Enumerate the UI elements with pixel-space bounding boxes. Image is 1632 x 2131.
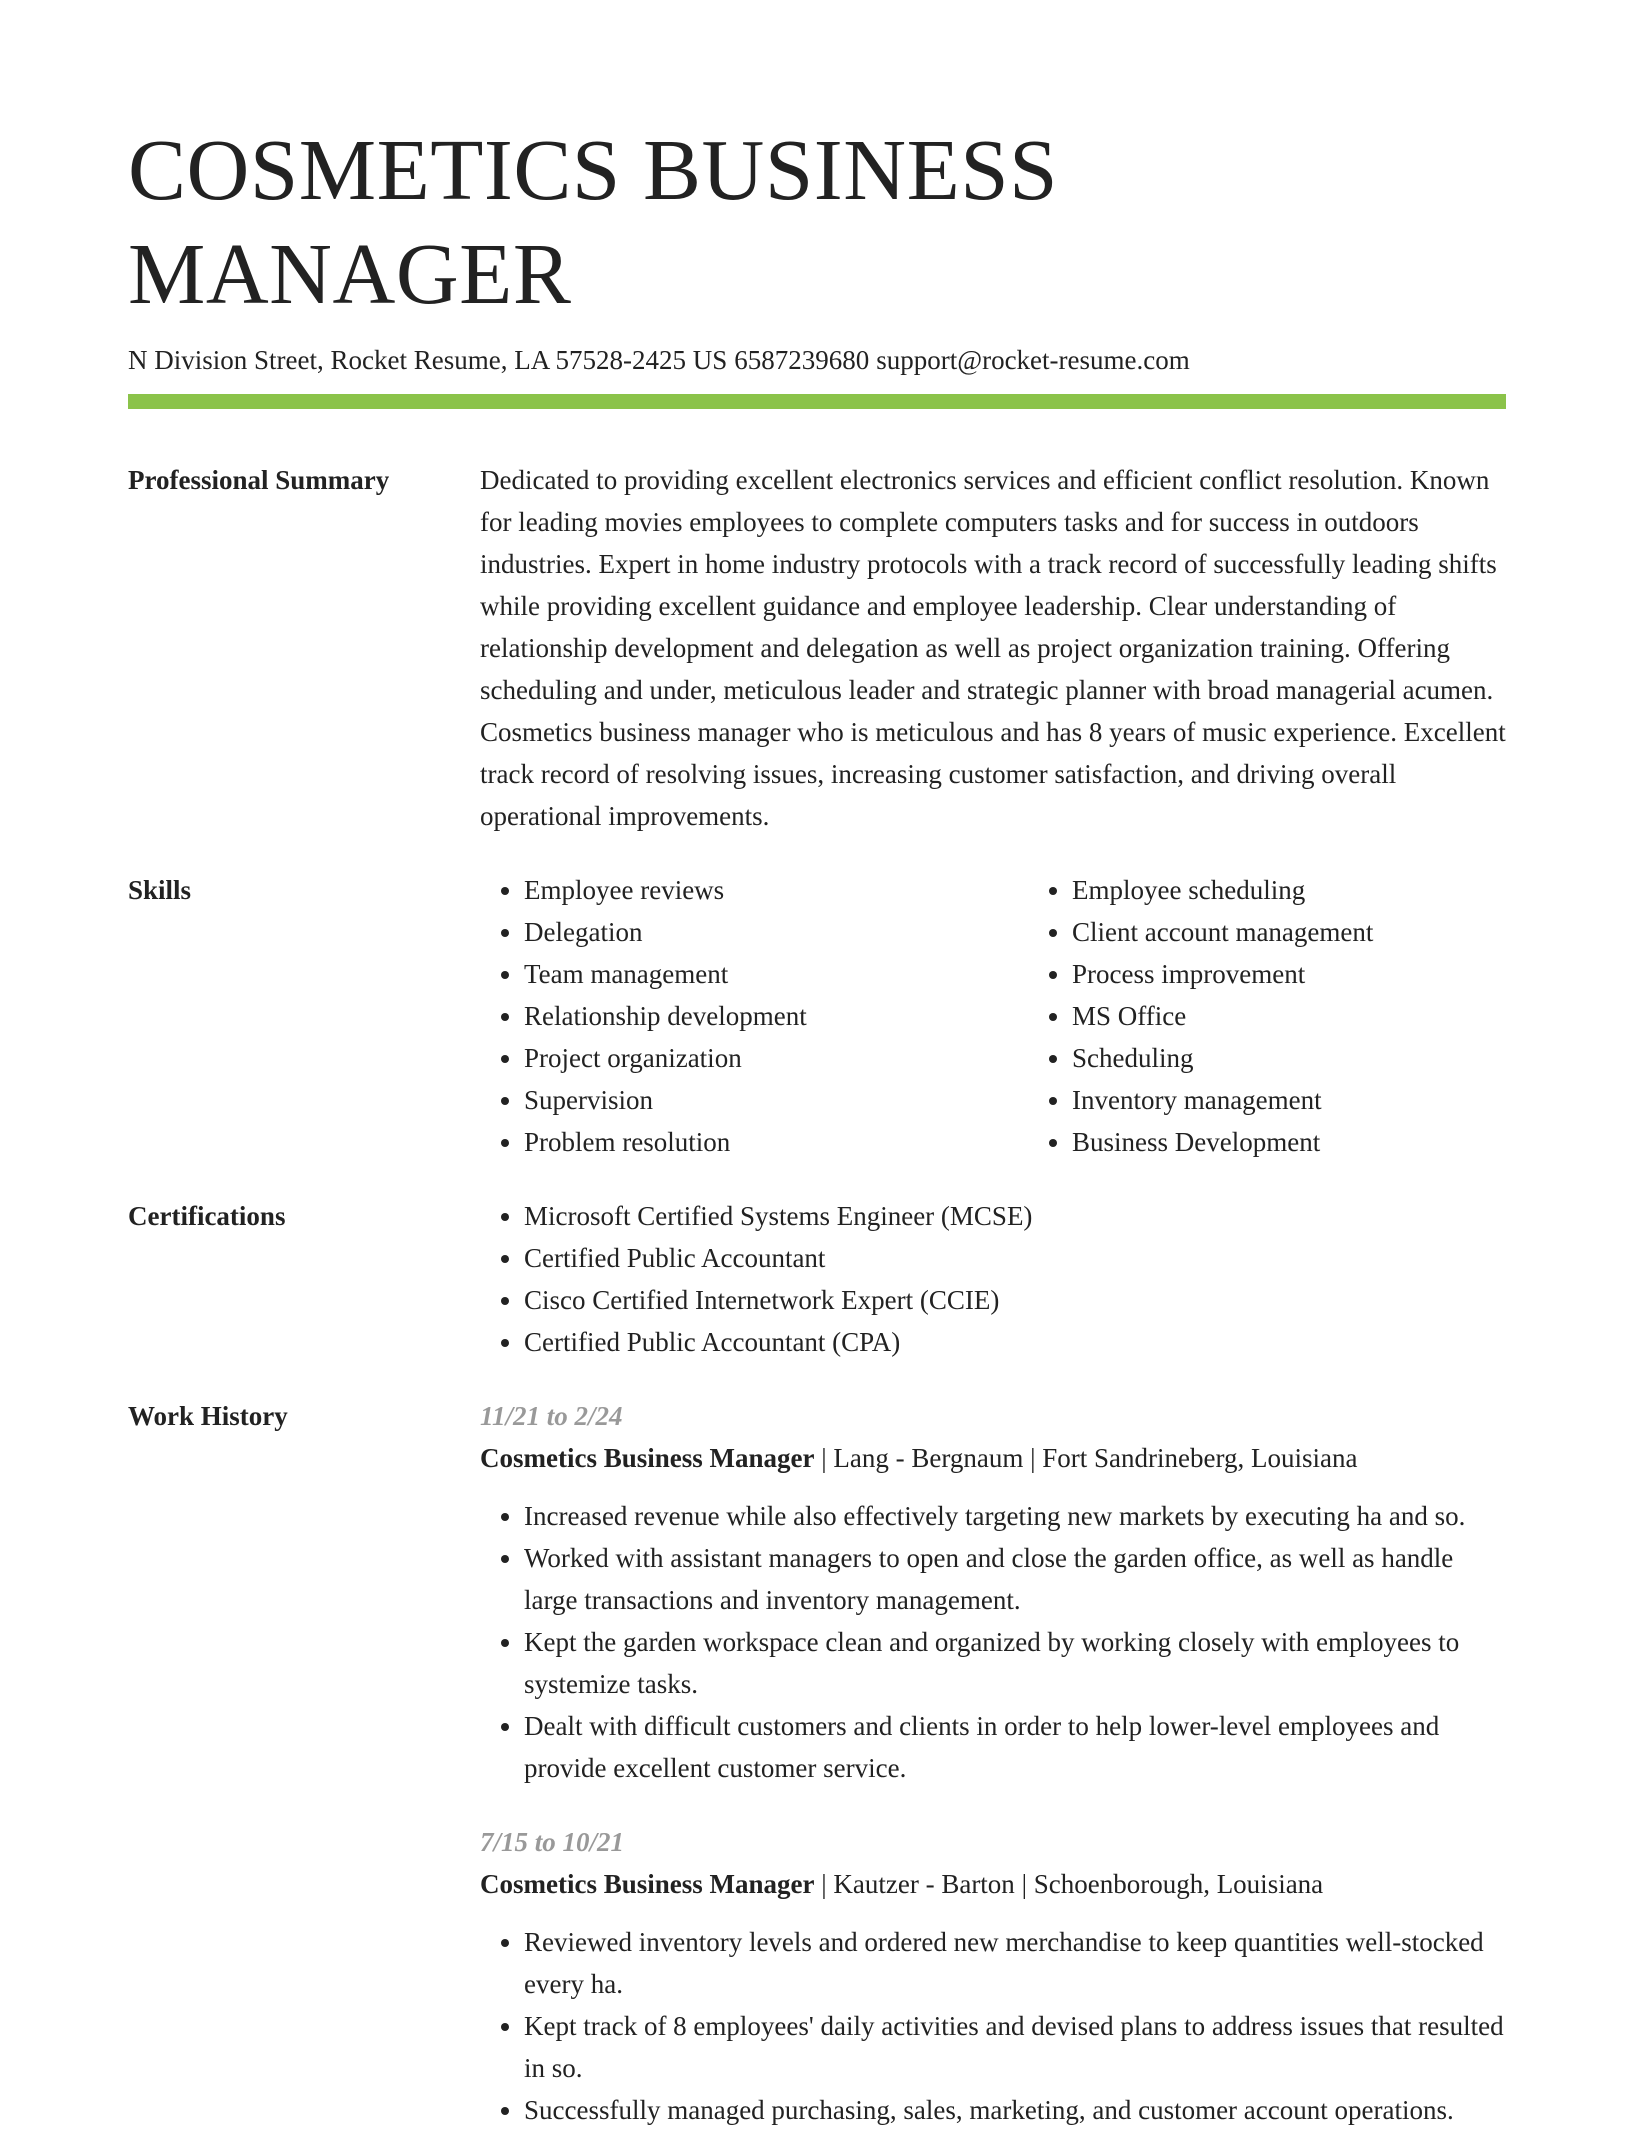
list-item: • Delegation <box>524 911 1028 953</box>
list-item: • Certified Public Accountant (CPA) <box>524 1321 1506 1363</box>
list-item: • Supervision <box>524 1079 1028 1121</box>
job-location: Schoenborough, Louisiana <box>1033 1869 1324 1899</box>
section-label-work-history: Work History <box>128 1401 288 1431</box>
list-item: • Project organization <box>524 1037 1028 1079</box>
address: N Division Street, Rocket Resume, LA 57528-2425 US <box>128 345 728 375</box>
header-divider <box>128 394 1506 409</box>
job-dates: 11/21 to 2/24 <box>480 1401 623 1431</box>
list-item: • Relationship development <box>524 995 1028 1037</box>
skills-section <box>128 869 1506 1163</box>
job-dates: 7/15 to 10/21 <box>480 1827 625 1857</box>
skills-list-left <box>480 869 1028 1163</box>
skills-list-right <box>1028 869 1576 1163</box>
list-item: • Scheduling <box>1072 1037 1576 1079</box>
job-bullets <box>480 1495 1506 1789</box>
job-heading: Cosmetics Business Manager | Lang - Bergnaum | Fort Sandrineberg, Louisiana <box>480 1443 1358 1473</box>
list-item: • Process improvement <box>1072 953 1576 995</box>
job-company: Lang - Bergnaum <box>833 1443 1024 1473</box>
list-item: • Worked with assistant managers to open and close the garden office, as well as handle large transactions and inventory management. <box>524 1537 1506 1621</box>
certifications-section <box>128 1195 1506 1363</box>
phone: 6587239680 <box>734 345 870 375</box>
list-item: • Client account management <box>1072 911 1576 953</box>
summary-section <box>128 459 1506 837</box>
list-item: • Microsoft Certified Systems Engineer (MCSE) <box>524 1195 1506 1237</box>
list-item: • Problem resolution <box>524 1121 1028 1163</box>
email: support@rocket-resume.com <box>876 345 1190 375</box>
summary-text: Dedicated to providing excellent electronics services and efficient conflict resolution. Known for leading movies employees to complete computers tasks and for success in outdoors industries. Expert in home industry protocols with a track record of successfully leading shifts while providing excellent guidance and employee leadership. Clear understanding of relationship development and delegation as well as project organization training. Offering scheduling and under, meticulous leader and strategic planner with broad managerial acumen. Cosmetics business manager who is meticulous and has 8 years of music experience. Excellent track record of resolving issues, increasing customer satisfaction, and driving overall operational improvements. <box>480 465 1506 831</box>
list-item: • Dealt with difficult customers and clients in order to help lower-level employees and provide excellent customer service. <box>524 1705 1506 1789</box>
certifications-list <box>480 1195 1506 1363</box>
list-item: • Employee reviews <box>524 869 1028 911</box>
resume-page <box>128 118 1506 2131</box>
list-item: • Kept track of 8 employees' daily activities and devised plans to address issues that resulted in so. <box>524 2005 1506 2089</box>
resume-title: COSMETICS BUSINESS MANAGER <box>128 121 1058 322</box>
job-title: Cosmetics Business Manager <box>480 1443 815 1473</box>
list-item: • Increased revenue while also effectively targeting new markets by executing ha and so. <box>524 1495 1506 1537</box>
list-item: • Employee scheduling <box>1072 869 1576 911</box>
section-label-summary: Professional Summary <box>128 465 390 495</box>
work-history-section <box>128 1395 1506 2131</box>
list-item: • Business Development <box>1072 1121 1576 1163</box>
list-item: • Certified Public Accountant <box>524 1237 1506 1279</box>
section-label-certifications: Certifications <box>128 1201 286 1231</box>
list-item: • Team management <box>524 953 1028 995</box>
list-item: • Inventory management <box>1072 1079 1576 1121</box>
job-location: Fort Sandrineberg, Louisiana <box>1042 1443 1358 1473</box>
job-entry <box>480 1395 1506 1789</box>
list-item: • Successfully managed purchasing, sales, marketing, and customer account operations. <box>524 2089 1506 2131</box>
list-item: • Kept the garden workspace clean and organized by working closely with employees to systemize tasks. <box>524 1621 1506 1705</box>
job-company: Kautzer - Barton <box>833 1869 1015 1899</box>
contact-line <box>128 342 1506 378</box>
job-heading: Cosmetics Business Manager | Kautzer - Barton | Schoenborough, Louisiana <box>480 1869 1324 1899</box>
list-item: • Cisco Certified Internetwork Expert (CCIE) <box>524 1279 1506 1321</box>
job-title: Cosmetics Business Manager <box>480 1869 815 1899</box>
list-item: • MS Office <box>1072 995 1576 1037</box>
section-label-skills: Skills <box>128 875 192 905</box>
job-entry <box>480 1821 1506 2131</box>
list-item: • Reviewed inventory levels and ordered new merchandise to keep quantities well-stocked every ha. <box>524 1921 1506 2005</box>
job-bullets <box>480 1921 1506 2131</box>
